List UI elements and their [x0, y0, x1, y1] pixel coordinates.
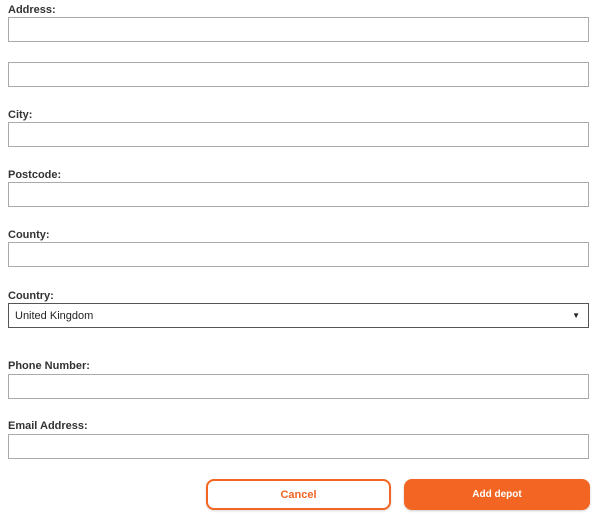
cancel-button[interactable]	[206, 479, 391, 510]
address-line2-input[interactable]	[8, 62, 589, 87]
country-selected-value: United Kingdom	[15, 309, 94, 322]
email-label: Email Address:	[8, 420, 88, 432]
address-line1-input[interactable]	[8, 17, 589, 42]
address-label: Address:	[8, 4, 56, 16]
add-depot-button-label: Add depot	[472, 489, 522, 500]
postcode-input[interactable]	[8, 182, 589, 207]
email-input[interactable]	[8, 434, 589, 459]
county-input[interactable]	[8, 242, 589, 267]
country-label: Country:	[8, 290, 54, 302]
cancel-button-label: Cancel	[280, 488, 317, 501]
postcode-label: Postcode:	[8, 169, 62, 181]
county-label: County:	[8, 229, 50, 241]
city-input[interactable]	[8, 122, 589, 147]
phone-input[interactable]	[8, 374, 589, 399]
triangle-down-icon: ▼	[572, 311, 580, 320]
city-label: City:	[8, 109, 33, 121]
country-select[interactable]	[8, 303, 589, 328]
add-depot-button[interactable]	[404, 479, 590, 510]
phone-label: Phone Number:	[8, 360, 90, 372]
